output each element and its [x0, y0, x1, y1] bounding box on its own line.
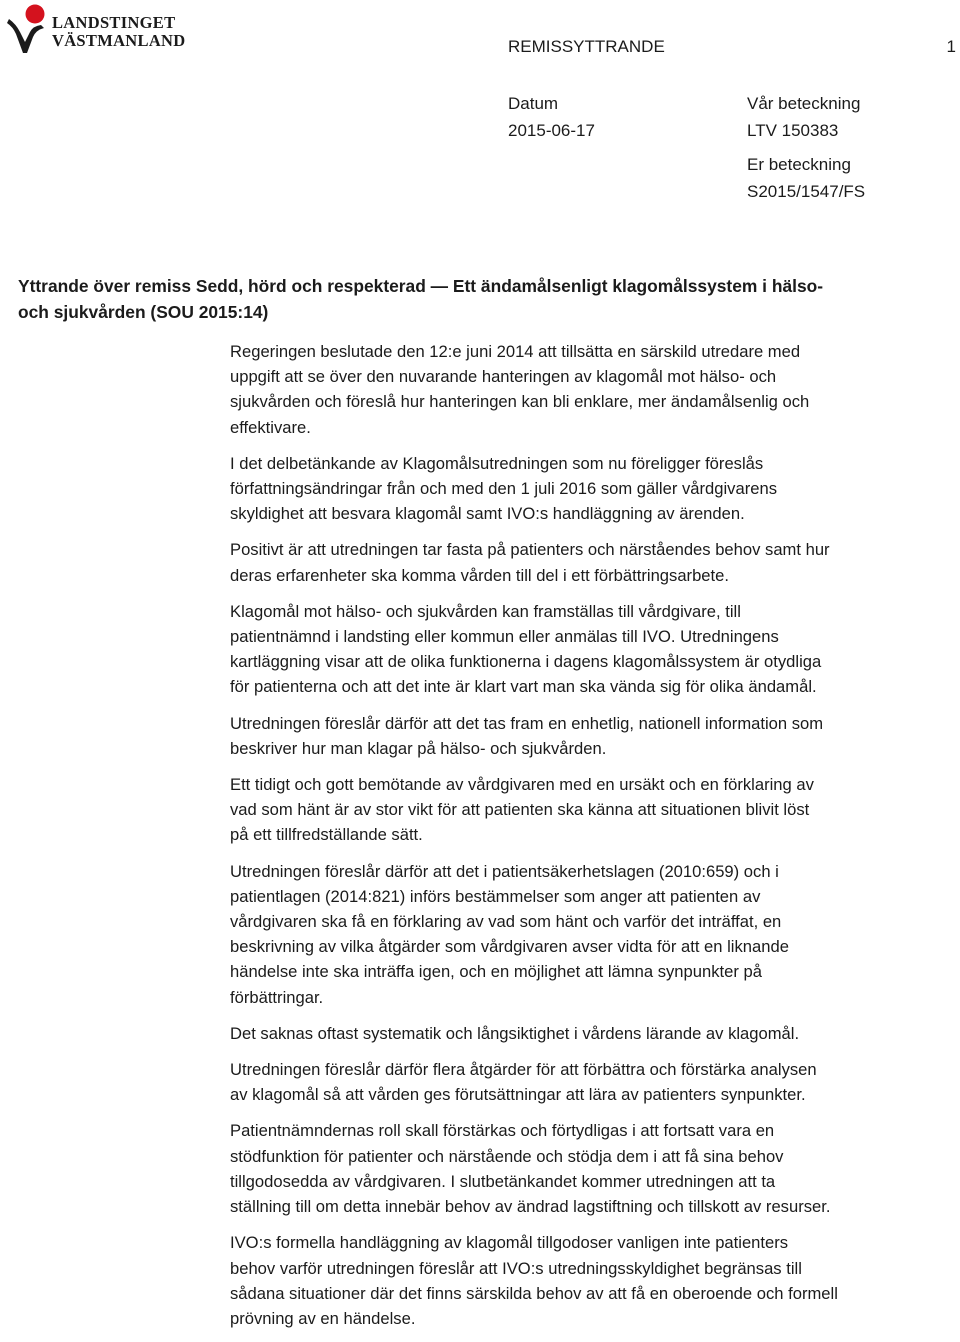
paragraph-line: kartläggning visar att de olika funktionerna i dagens klagomålssystem är otydliga — [230, 652, 822, 672]
paragraph-line: Utredningen föreslår därför att det i patientsäkerhetslagen (2010:659) och i — [230, 861, 779, 881]
landstinget-logo — [6, 4, 191, 56]
red-figure-icon — [6, 4, 52, 54]
your-reference-value: S2015/1547/FS — [747, 182, 866, 201]
logo-line-2: VÄSTMANLAND — [52, 31, 186, 50]
paragraph-line: patientlagen (2014:821) införs bestämmelser som anger att patienten av — [230, 886, 761, 906]
paragraph-line: Regeringen beslutade den 12:e juni 2014 att tillsätta en särskild utredare med — [230, 342, 801, 361]
document-body — [230, 339, 952, 1342]
paragraph-line: vad som hänt är av stor vikt för att patienten ska känna att situationen blivit löst — [230, 800, 810, 820]
paragraph-line: sjukvården och föreslå hur hanteringen kan bli enklare, mer ändamålsenlig och — [230, 392, 810, 412]
paragraph-line: Utredningen föreslår därför flera åtgärder för att förbättra och förstärka analysen — [230, 1060, 817, 1080]
paragraph-line: Klagomål mot hälso- och sjukvården kan framställas till vårdgivare, till — [230, 601, 741, 621]
date-value: 2015-06-17 — [508, 121, 595, 140]
paragraph-line: vårdgivaren ska få en förklaring av vad som hänt och varför det inträffat, en — [230, 912, 782, 932]
paragraph-line: IVO:s formella handläggning av klagomål tillgodoser vanligen inte patienters — [230, 1233, 789, 1253]
paragraph-line: Ett tidigt och gott bemötande av vårdgivaren med en ursäkt och en förklaring av — [230, 775, 814, 795]
our-reference-label: Vår beteckning — [747, 94, 861, 113]
page-number: 1 — [946, 37, 956, 56]
paragraph-line: Positivt är att utredningen tar fasta på patienters och närståendes behov samt hur — [230, 540, 830, 560]
paragraph-line: behov varför utredningen föreslår att IVO:s utredningsskyldighet begränsas till — [230, 1258, 802, 1278]
paragraph-line: sådana situationer där det finns särskilda behov av att få en oberoende och formell — [230, 1283, 838, 1303]
body-paragraph — [230, 537, 952, 587]
paragraph-line: prövning av en händelse. — [230, 1308, 416, 1328]
your-reference-block — [747, 154, 865, 203]
paragraph-line: ställning till om detta innebär behov av ändrad lagstiftning och tillskott av resurser. — [230, 1197, 831, 1217]
body-paragraph — [230, 711, 952, 761]
paragraph-line: effektivare. — [230, 417, 311, 437]
document-title — [18, 273, 918, 325]
our-reference-block — [747, 93, 860, 142]
logo-line-1: LANDSTINGET — [52, 13, 176, 32]
body-paragraph — [230, 772, 952, 848]
body-paragraph — [230, 1230, 952, 1331]
body-paragraph — [230, 1021, 952, 1046]
body-paragraph — [230, 1118, 952, 1219]
body-paragraph — [230, 859, 952, 1010]
title-line: Yttrande över remiss Sedd, hörd och respekterad — Ett ändamålsenligt klagomålssystem i hälso- — [18, 276, 824, 296]
body-paragraph — [230, 1057, 952, 1107]
date-block — [508, 93, 595, 142]
paragraph-line: händelse inte ska inträffa igen, och en möjlighet att lämna synpunkter på — [230, 962, 762, 982]
body-paragraph — [230, 599, 952, 700]
paragraph-line: på ett tillfredställande sätt. — [230, 825, 423, 845]
our-reference-value: LTV 150383 — [747, 121, 839, 140]
paragraph-line: författningsändringar från och med den 1 juli 2016 som gäller vårdgivarens — [230, 479, 777, 499]
paragraph-line: uppgift att se över den nuvarande hanteringen av klagomål mot hälso- och — [230, 367, 777, 387]
date-label: Datum — [508, 94, 559, 113]
your-reference-label: Er beteckning — [747, 155, 851, 174]
paragraph-line: Utredningen föreslår därför att det tas fram en enhetlig, nationell information som — [230, 713, 824, 733]
document-type: REMISSYTTRANDE — [508, 37, 665, 56]
title-line: och sjukvården (SOU 2015:14) — [18, 302, 269, 322]
paragraph-line: deras erfarenheter ska komma vården till del i ett förbättringsarbete. — [230, 565, 729, 585]
paragraph-line: för patienterna och att det inte är klart vart man ska vända sig för olika ändamål. — [230, 677, 817, 697]
body-paragraph — [230, 339, 952, 440]
paragraph-line: beskrivning av vilka åtgärder som vårdgivaren avser vidta för att en liknande — [230, 937, 789, 957]
paragraph-line: patientnämnd i landsting eller kommun eller anmälas till IVO. Utredningens — [230, 627, 779, 647]
paragraph-line: I det delbetänkande av Klagomålsutredningen som nu föreligger föreslås — [230, 453, 764, 473]
logo-wordmark — [52, 14, 185, 50]
paragraph-line: Patientnämndernas roll skall förstärkas och förtydligas i att fortsatt vara en — [230, 1121, 775, 1141]
paragraph-line: stödfunktion för patienter och närstående och stödja dem i att få sina behov — [230, 1146, 784, 1166]
paragraph-line: Det saknas oftast systematik och långsiktighet i vårdens lärande av klagomål. — [230, 1023, 800, 1043]
paragraph-line: förbättringar. — [230, 987, 324, 1007]
paragraph-line: av klagomål så att vården ges förutsättningar att lära av patienters synpunkter. — [230, 1085, 806, 1105]
body-paragraph — [230, 451, 952, 527]
paragraph-line: tillgodosedda av vårdgivaren. I slutbetänkandet kommer utredningen att ta — [230, 1171, 776, 1191]
paragraph-line: beskriver hur man klagar på hälso- och sjukvården. — [230, 738, 607, 758]
paragraph-line: skyldighet att besvara klagomål samt IVO:s handläggning av ärenden. — [230, 504, 745, 524]
